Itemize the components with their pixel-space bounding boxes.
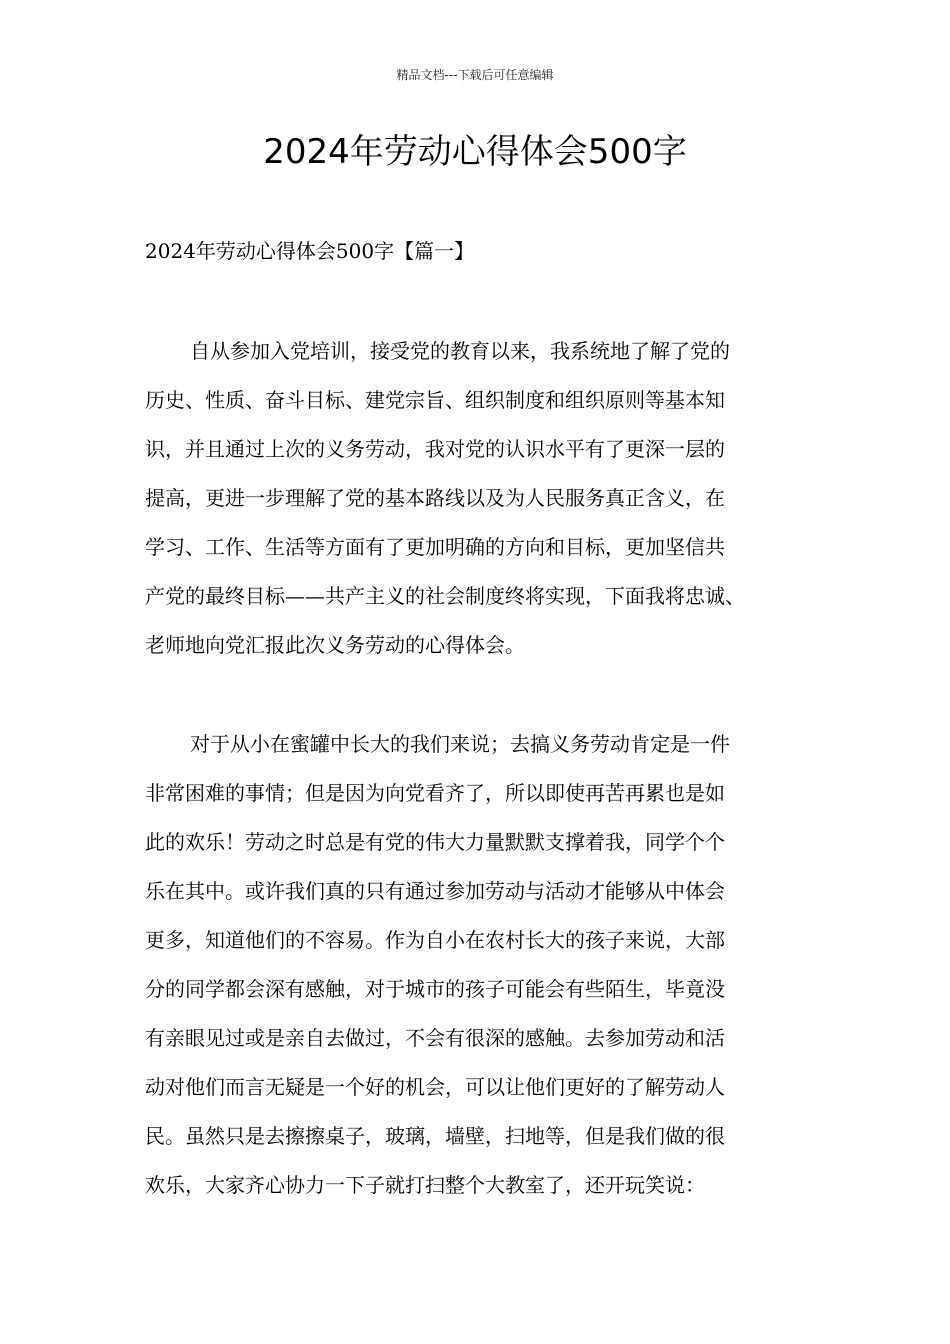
paragraph-line: 欢乐，大家齐心协力一下子就打扫整个大教室了，还开玩笑说： xyxy=(145,1173,705,1197)
paragraph-line: 识，并且通过上次的义务劳动，我对党的认识水平有了更深一层的 xyxy=(145,437,725,461)
paragraph-line: 学习、工作、生活等方面有了更加明确的方向和目标，更加坚信共 xyxy=(145,535,725,559)
paragraph-2 xyxy=(145,720,825,1210)
paragraph-line: 分的同学都会深有感触，对于城市的孩子可能会有些陌生，毕竟没 xyxy=(145,977,725,1001)
document-title: 2024年劳动心得体会500字 xyxy=(263,132,687,172)
paragraph-line: 老师地向党汇报此次义务劳动的心得体会。 xyxy=(145,633,525,657)
paragraph-line: 自从参加入党培训，接受党的教育以来，我系统地了解了党的 xyxy=(190,339,730,363)
paragraph-line: 动对他们而言无疑是一个好的机会，可以让他们更好的了解劳动人 xyxy=(145,1075,725,1099)
paragraph-line: 历史、性质、奋斗目标、建党宗旨、组织制度和组织原则等基本知 xyxy=(145,388,725,412)
section-heading: 2024年劳动心得体会500字【篇一】 xyxy=(145,239,475,263)
paragraph-line: 提高，更进一步理解了党的基本路线以及为人民服务真正含义，在 xyxy=(145,486,725,510)
paragraph-line: 乐在其中。或许我们真的只有通过参加劳动与活动才能够从中体会 xyxy=(145,879,725,903)
paragraph-line: 非常困难的事情；但是因为向党看齐了，所以即使再苦再累也是如 xyxy=(145,781,725,805)
paragraph-line: 有亲眼见过或是亲自去做过，不会有很深的感触。去参加劳动和活 xyxy=(145,1026,725,1050)
paragraph-line: 更多，知道他们的不容易。作为自小在农村长大的孩子来说，大部 xyxy=(145,928,725,952)
paragraph-line: 此的欢乐！劳动之时总是有党的伟大力量默默支撑着我，同学个个 xyxy=(145,830,725,854)
paragraph-line: 民。虽然只是去擦擦桌子，玻璃，墙壁，扫地等，但是我们做的很 xyxy=(145,1124,725,1148)
paragraph-line: 对于从小在蜜罐中长大的我们来说；去搞义务劳动肯定是一件 xyxy=(190,732,730,756)
paragraph-line: 产党的最终目标——共产主义的社会制度终将实现，下面我将忠诚、 xyxy=(145,584,745,608)
page-header: 精品文档---下载后可任意编辑 xyxy=(396,68,554,82)
paragraph-1 xyxy=(145,327,825,670)
